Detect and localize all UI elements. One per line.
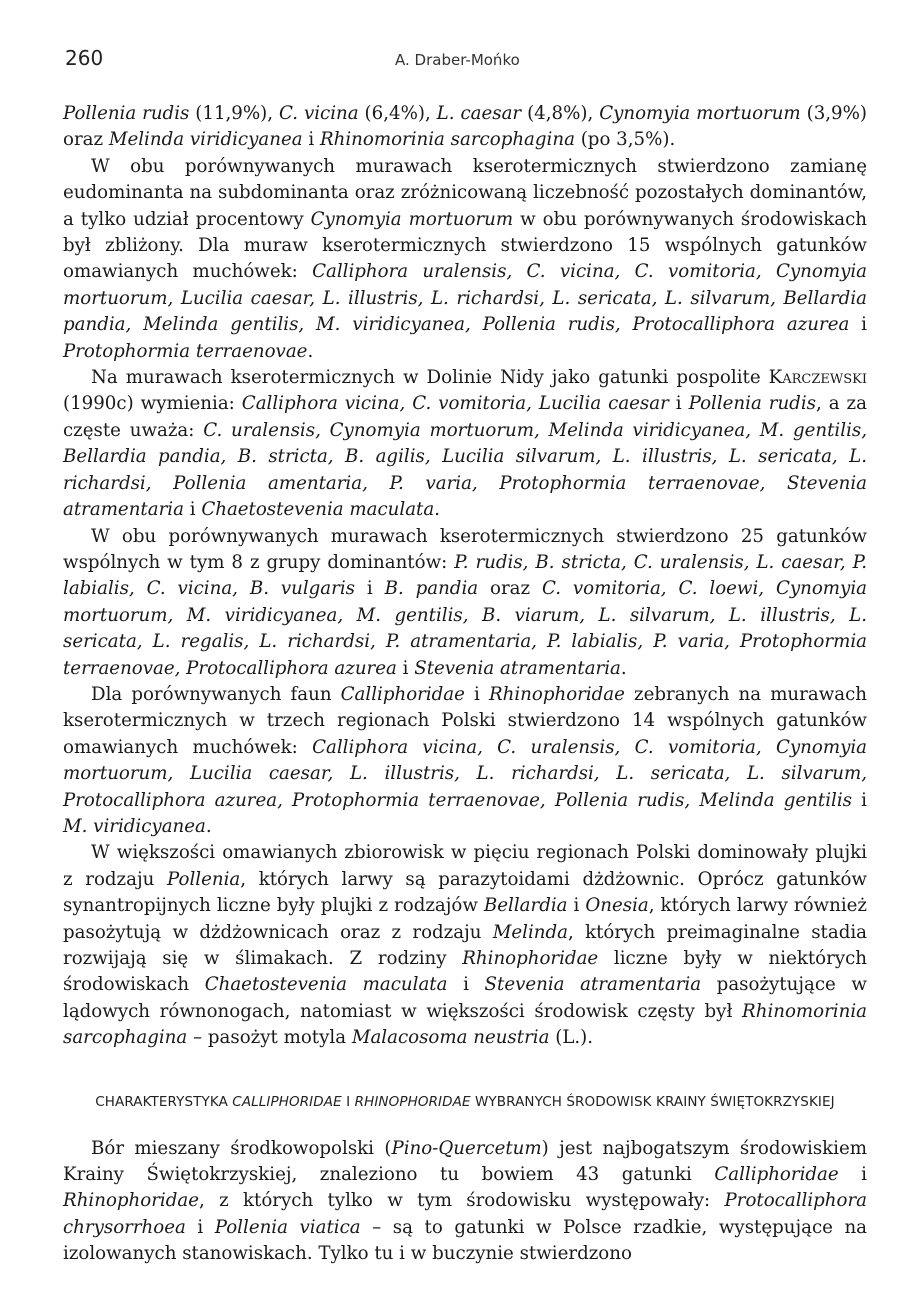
italic-run: L. caesar — [436, 103, 522, 124]
italic-run: P. rudis, B. stricta, C. uralensis, L. caesar, P. labialis, C. vicina, B. vulgaris — [63, 551, 867, 600]
italic-run: Protocalliphora chrysorrhoea — [63, 1190, 867, 1238]
italic-run: Calliphora uralensis, C. vicina, C. vomitoria, Cynomyia mortuorum, Lucilia caesar, L. illustris, L. richardsi, L. sericata, L. silvarum, Bellardia pandia, Melinda gentilis, M. viridicyanea, Pollenia rudis, Protocalliphora azurea — [63, 261, 867, 336]
text-run: i — [464, 683, 489, 705]
text-run: i — [447, 974, 485, 996]
italic-run: Bellardia — [483, 895, 568, 917]
text-run: , których larwy są parazytoidami dżdżownic. Oprócz gatunków synantropijnych liczne były plujki z rodzajów — [63, 868, 867, 917]
italic-run: Chaetostevenia maculata — [201, 499, 435, 521]
text-run: liczne były w niektórych środowiskach — [63, 948, 867, 996]
text-run: Bór mieszany środkowopolski ( — [91, 1137, 392, 1159]
text-run: I — [341, 1093, 355, 1110]
running-head-author: A. Draber-Mońko — [395, 51, 520, 69]
text-run: pasożytujące w lądowych równonogach, natomiast w większości środowisk częsty był — [63, 974, 867, 1022]
text-run: , a za częste uważa: — [63, 393, 867, 441]
section-heading — [63, 1093, 867, 1112]
italic-run: RHINOPHORIDAE — [354, 1093, 471, 1110]
italic-run: Melinda viridicyanea — [108, 129, 303, 151]
text-run: i — [567, 895, 586, 917]
text-run: i — [852, 789, 867, 811]
text-run: (11,9%), — [189, 103, 279, 124]
paragraph-4 — [63, 524, 867, 682]
text-run: i — [838, 1164, 867, 1186]
text-run: (6,4%), — [358, 103, 437, 124]
italic-run: M. viridicyanea — [63, 815, 206, 837]
italic-run: Protophormia terraenovae — [63, 340, 308, 362]
paragraph-1 — [63, 101, 867, 154]
text-run: (1990c) wymienia: — [63, 393, 242, 415]
italic-run: Malacosoma neustria — [351, 1027, 550, 1049]
text-run: i — [668, 393, 689, 415]
italic-run: Stevenia atramentaria — [414, 657, 621, 679]
text-run: Dla porównywanych faun — [91, 683, 341, 705]
text-run: ) jest najbogatszym środowiskiem Krainy Świętokrzyskiej, znaleziono tu bowiem 43 gatunki — [63, 1137, 867, 1186]
text-run: (3,9%) oraz — [63, 103, 868, 151]
text-run: i — [183, 499, 202, 521]
text-run: i — [396, 657, 415, 679]
smallcaps-run: Karczewski — [768, 367, 867, 389]
italic-run: Rhinomorinia sarcophagina — [63, 1000, 867, 1049]
page-number: 260 — [65, 46, 104, 70]
italic-run: CALLIPHORIDAE — [232, 1093, 342, 1110]
italic-run: Cynomyia mortuorum — [310, 208, 514, 230]
paragraph-6 — [63, 840, 867, 1051]
text-run: i — [302, 129, 320, 151]
italic-run: Calliphora vicina, C. uralensis, C. vomitoria, Cynomyia mortuorum, Lucilia caesar, L. illustris, L. richardsi, L. sericata, L. silvarum, Protocalliphora azurea, Protophormia terraenovae, Pollenia rudis, Melinda gentilis — [63, 736, 867, 811]
text-run: (L.). — [549, 1027, 594, 1049]
text-run: CHARAKTERYSTYKA — [95, 1093, 233, 1110]
text-run: W obu porównywanych murawach kserotermicznych stwierdzono 25 gatunków wspólnych w tym 8 z grupy dominantów: — [63, 525, 867, 573]
italic-run: Melinda — [492, 921, 568, 943]
text-run: , z których tylko w tym środowisku występowały: — [198, 1190, 725, 1212]
italic-run: Calliphora vicina, C. vomitoria, Lucilia caesar — [241, 393, 669, 415]
italic-run: Rhinophoridae — [488, 683, 625, 705]
paragraph-7 — [63, 1136, 867, 1268]
italic-run: Rhinomorinia sarcophagina — [319, 129, 575, 151]
paragraph-5 — [63, 682, 867, 840]
italic-run: Onesia — [585, 895, 649, 917]
italic-run: Pollenia — [167, 868, 241, 890]
italic-run: C. uralensis, Cynomyia mortuorum, Melinda viridicyanea, M. gentilis, Bellardia pandia, B. stricta, B. agilis, Lucilia silvarum, L. illustris, L. sericata, L. richardsi, Pollenia amentaria, P. varia, Protophormia terraenovae, Stevenia atramentaria — [63, 419, 867, 521]
paragraph-3 — [63, 365, 867, 523]
text-run: , których preimaginalne stadia rozwijają się w ślimakach. Z rodziny — [63, 921, 867, 969]
text-run: . — [205, 815, 212, 837]
text-run: oraz — [478, 578, 542, 600]
italic-run: Pollenia rudis — [688, 393, 816, 415]
text-run: , których larwy również pasożytują w dżdżownicach oraz z rodzaju — [63, 895, 867, 943]
text-run: i — [849, 314, 867, 336]
paragraph-2 — [63, 154, 867, 365]
text-run: – są to gatunki w Polsce rzadkie, występujące na izolowanych stanowiskach. Tylko tu i w buczynie stwierdzono — [63, 1216, 867, 1265]
text-run: . — [307, 340, 314, 362]
text-run: w obu porównywanych środowiskach był zbliżony. Dla muraw kserotermicznych stwierdzono 15 wspólnych gatunków omawianych muchówek: — [63, 208, 867, 283]
text-run: i — [355, 578, 385, 600]
page-header — [65, 46, 865, 76]
text-run: . — [434, 499, 441, 521]
text-run: i — [185, 1216, 215, 1238]
italic-run: Chaetostevenia maculata — [204, 974, 448, 996]
text-run: (4,8%), — [521, 103, 600, 124]
text-run: (po 3,5%). — [574, 129, 676, 151]
italic-run: C. vomitoria, C. loewi, Cynomyia mortuorum, M. viridicyanea, M. gentilis, B. viarum, L. silvarum, L. illustris, L. sericata, L. regalis, L. richardsi, P. atramentaria, P. labialis, P. varia, Protophormia terraenovae, Protocalliphora azurea — [63, 578, 867, 679]
italic-run: Pino-Quercetum — [391, 1137, 542, 1159]
text-run: zebranych na murawach kserotermicznych w trzech regionach Polski stwierdzono 14 wspólnych gatunków omawianych muchówek: — [63, 683, 867, 758]
italic-run: B. pandia — [384, 578, 479, 600]
italic-run: Pollenia viatica — [214, 1216, 361, 1238]
text-run: Na murawach kserotermicznych w Dolinie Nidy jako gatunki pospolite — [91, 367, 769, 389]
italic-run: Pollenia rudis — [63, 103, 190, 124]
italic-run: Rhinophoridae — [462, 948, 599, 969]
body-text — [63, 101, 867, 1268]
italic-run: Stevenia atramentaria — [484, 974, 702, 996]
text-run: W większości omawianych zbiorowisk w pięciu regionach Polski dominowały plujki z rodzaju — [63, 842, 867, 890]
italic-run: Calliphoridae — [714, 1164, 839, 1186]
italic-run: Rhinophoridae — [63, 1190, 199, 1212]
text-run: WYBRANYCH ŚRODOWISK KRAINY ŚWIĘTOKRZYSKIEJ — [470, 1093, 835, 1110]
text-run: – pasożyt motyla — [187, 1027, 352, 1049]
italic-run: Cynomyia mortuorum — [599, 103, 801, 124]
text-run: W obu porównywanych murawach kserotermicznych stwierdzono zamianę eudominanta na subdominanta oraz zróżnicowaną liczebność pozostałych dominantów, a tylko udział procentowy — [63, 155, 867, 230]
italic-run: C. vicina — [278, 103, 359, 124]
text-run: . — [620, 657, 627, 679]
italic-run: Calliphoridae — [340, 683, 465, 705]
